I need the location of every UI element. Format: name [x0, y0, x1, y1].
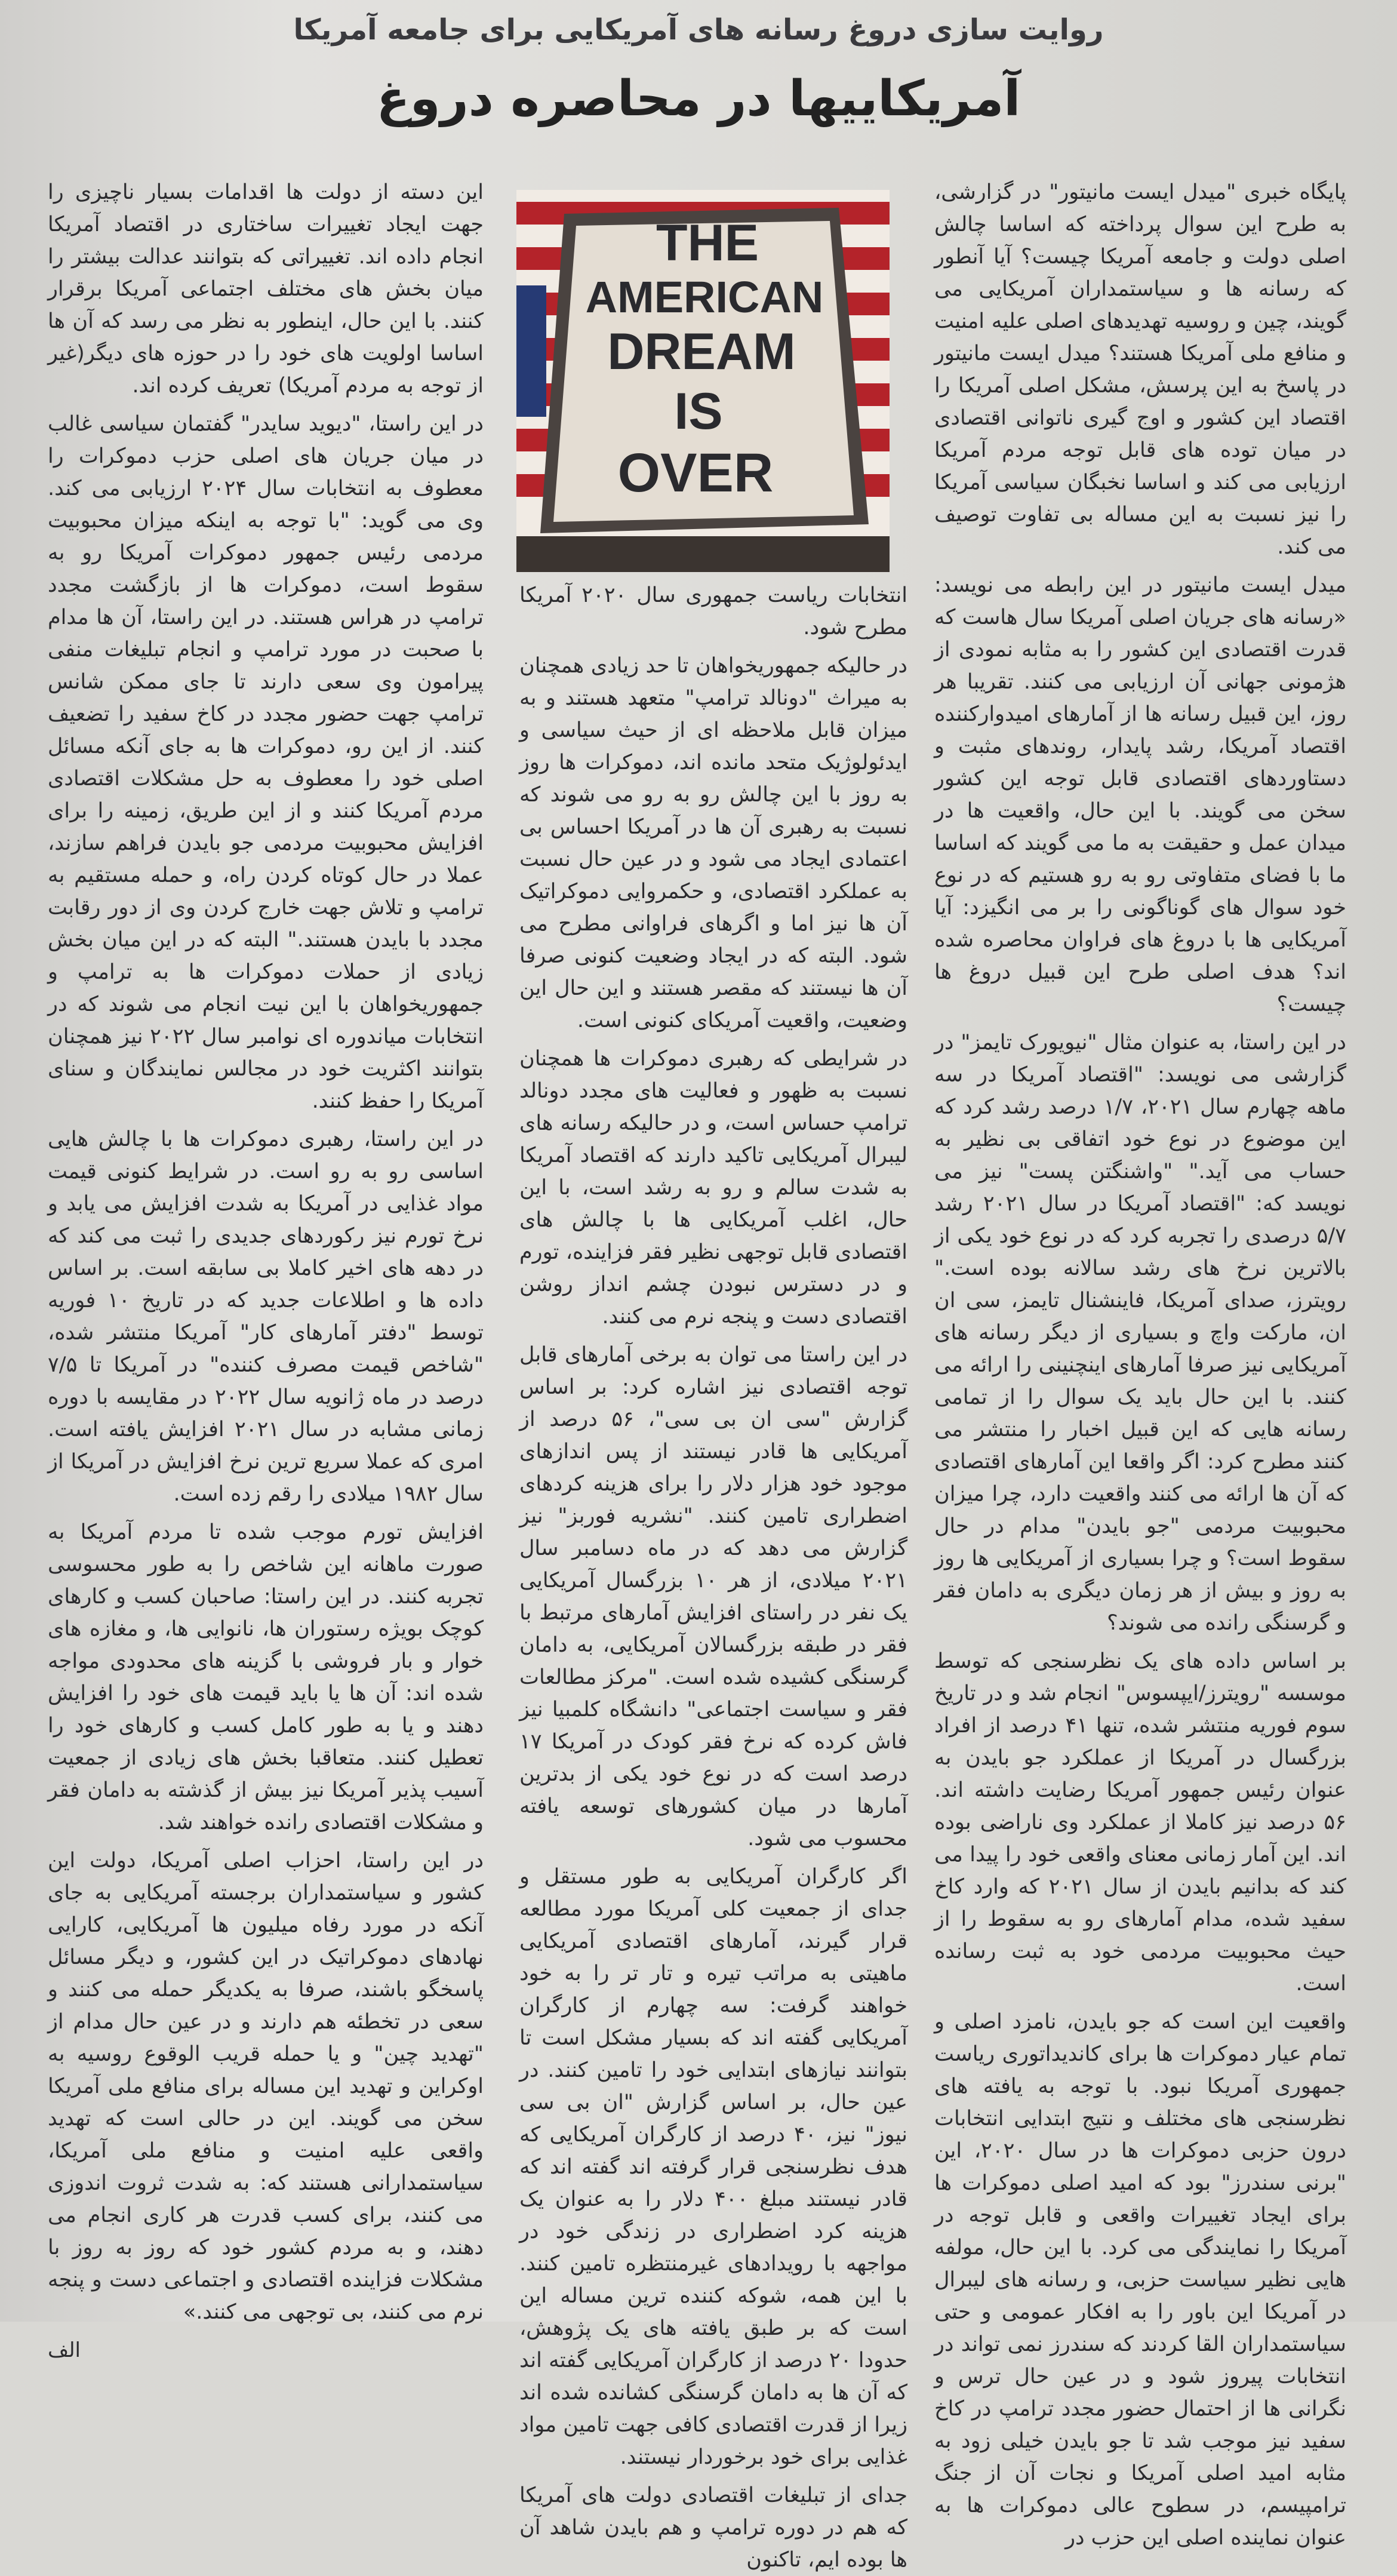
paragraph: در این راستا، "دیوید سایدر" گفتمان سیاسی غالب در میان جریان های اصلی حزب دموکرات را معطوف به انتخابات سال ۲۰۲۴ ارزیابی می کند. وی می گوید: "با توجه به اینکه میزان محبوبیت مردمی رئیس جمهور دموکرات آمریکا رو به سقوط است، دموکرات ها از بازگشت مجدد ترامپ در هراس هستند. در این راستا، آن ها مدام با صحبت در مورد ترامپ و انجام تبلیغات منفی پیرامون وی سعی دارند تا جای ممکن شانس ترامپ جهت حضور مجدد در کاخ سفید را تضعیف کنند. از این رو، دموکرات ها به جای آنکه مسائل اصلی خود را معطوف به حل مشکلات اقتصادی مردم آمریکا کنند و از این طریق، زمینه را برای افزایش محبوبیت مردمی جو بایدن فراهم سازند، عملا در حال کوتاه کردن راه، و حمله مستقیم به ترامپ و تلاش جهت خارج کردن وی از دور رقابت مجدد با بایدن هستند." البته که در این میان بخش زیادی از حملات دموکرات ها به ترامپ و جمهوریخواهان با این نیت انجام می شوند که در انتخابات میاندوره ای نوامبر سال ۲۰۲۲ نیز همچنان بتوانند اکثریت خود در مجالس نمایندگان و سنای آمریکا را حفظ کنند.	[48, 412, 484, 1113]
paragraph: این دسته از دولت ها اقدامات بسیار ناچیزی را جهت ایجاد تغییرات ساختاری در اقتصاد آمریکا انجام داده اند. تغییراتی که بتوانند عدالت بیشتر را میان بخش های مختلف اجتماعی آمریکا برقرار کنند. با این حال، اینطور به نظر می رسد که آن ها اساسا اولویت های خود را در حوزه های دیگر(غیر از توجه به مردم آمریکا) تعریف کرده اند.	[48, 180, 484, 398]
column-left	[48, 176, 484, 2362]
sign-text-over: OVER	[617, 442, 774, 503]
paragraph: در شرایطی که رهبری دموکرات ها همچنان نسبت به ظهور و فعالیت های مجدد دونالد ترامپ حساس است، و در حالیکه رسانه های لیبرال آمریکایی تاکید دارند که اقتصاد آمریکا به شدت سالم و رو به رشد است، با این حال، اغلب آمریکایی ها با چالش های اقتصادی قابل توجهی نظیر فقر فزاینده، تورم و در دسترس نبودن چشم انداز روشن اقتصادی دست و پنجه نرم می کنند.	[519, 1047, 907, 1329]
paragraph: پایگاه خبری "میدل ایست مانیتور" در گزارشی، به طرح این سوال پرداخته که اساسا چالش اصلی دولت و جامعه آمریکا چیست؟ آیا آنطور که رسانه ها و سیاستمداران آمریکایی می گویند، چین و روسیه تهدیدهای اصلی علیه امنیت و منافع ملی آمریکا هستند؟ میدل ایست مانیتور در پاسخ به این پرسش، مشکل اصلی آمریکا را اقتصاد این کشور و اوج گیری ناتوانی اقتصادی در میان توده های قابل توجه مردم آمریکا ارزیابی می کند و اساسا نخبگان سیاسی آمریکا را نیز نسبت به این مساله بی تفاوت توصیف می کند.	[934, 180, 1346, 559]
american-dream-is-over-sign	[516, 190, 890, 572]
paragraph: در این راستا می توان به برخی آمارهای قابل توجه اقتصادی نیز اشاره کرد: بر اساس گزارش "سی ان بی سی"، ۵۶ درصد از آمریکایی ها قادر نیستند از پس اندازهای موجود خود هزار دلار را برای هزینه کردهای اضطراری تامین کنند. "نشریه فوربز" نیز گزارش می دهد که در ماه دسامبر سال ۲۰۲۱ میلادی، از هر ۱۰ بزرگسال آمریکایی یک نفر در راستای افزایش آمارهای مرتبط با فقر در طبقه بزرگسالان آمریکایی، به دامان گرسنگی کشیده شده است. "مرکز مطالعات فقر و سیاست اجتماعی" دانشگاه کلمبیا نیز فاش کرده که نرخ فقر کودک در آمریکا ۱۷ درصد است که در نوع خود یکی از بدترین آمارها در میان کشورهای توسعه یافته محسوب می شود.	[519, 1343, 907, 1850]
paragraph: جدای از تبلیغات اقتصادی دولت های آمریکا که هم در دوره ترامپ و هم بایدن شاهد آن ها بوده ایم، تاکنون	[519, 2483, 907, 2572]
paragraph: افزایش تورم موجب شده تا مردم آمریکا به صورت ماهانه این شاخص را به طور محسوسی تجربه کنند. در این راستا: صاحبان کسب و کارهای کوچک بویژه رستوران ها، نانوایی ها، و مغازه های خوار و بار فروشی با گزینه های محدودی مواجه شده اند: آن ها یا باید قیمت های خود را افزایش دهند و یا به طور کامل کسب و کارهای خود را تعطیل کنند. متعاقبا بخش های زیادی از جمعیت آسیب پذیر آمریکا نیز بیش از گذشته به دامان فقر و مشکلات اقتصادی رانده خواهند شد.	[48, 1520, 484, 1834]
author-signature: الف	[48, 2338, 81, 2362]
paragraph: میدل ایست مانیتور در این رابطه می نویسد: «رسانه های جریان اصلی آمریکا سال هاست که قدرت اقتصادی این کشور را به مثابه نمودی از هژمونی جهانی آن ارزیابی می کنند. تقریبا هر روز، این قبیل رسانه ها از آمارهای امیدوارکننده اقتصاد آمریکا، رشد پایدار، روندهای مثبت و دستاوردهای اقتصادی قابل توجه این کشور سخن می گویند. با این حال، واقعیت ها در میدان عمل و حقیقت به ما می گویند که اساسا ما با فضای متفاوتی رو به رو هستیم که در نوع خود سوال های گوناگونی را بر می انگیزد: آیا آمریکایی ها با دروغ های فراوان محاصره شده اند؟ هدف اصلی طرح این قبیل دروغ ها چیست؟	[934, 573, 1346, 1016]
photo-caption: انتخابات ریاست جمهوری سال ۲۰۲۰ آمریکا مطرح شود.	[519, 583, 907, 640]
photo-bottom-shadow	[516, 536, 890, 572]
paragraph: اگر کارگران آمریکایی به طور مستقل و جدای از جمعیت کلی آمریکا مورد مطالعه قرار گیرند، آمارهای اقتصادی آمریکایی ماهیتی به مراتب تیره و تار تر را به خود خواهند گرفت: سه چهارم از کارگران آمریکایی گفته اند که بسیار مشکل است تا بتوانند نیازهای ابتدایی خود را تامین کنند. در عین حال، بر اساس گزارش "ان بی سی نیوز" نیز، ۴۰ درصد از کارگران آمریکایی که هدف نظرسنجی قرار گرفته اند گفته اند که قادر نیستند مبلغ ۴۰۰ دلار را به عنوان یک هزینه کرد اضطراری در زندگی خود در مواجهه با رویدادهای غیرمنتظره تامین کنند. با این همه، شوکه کننده ترین مساله این است که بر طبق یافته های یک پژوهش، حدودا ۲۰ درصد از کارگران آمریکایی گفته اند که آن ها به دامان گرسنگی کشانده شده اند زیرا از قدرت اقتصادی کافی جهت تامین مواد غذایی برای خود برخوردار نیستند.	[519, 1865, 908, 2469]
paragraph: در حالیکه جمهوریخواهان تا حد زیادی همچنان به میراث "دونالد ترامپ" متعهد هستند و به میزان قابل ملاحظه ای از حیث سیاسی و ایدئولوژیک متحد مانده اند، دموکرات ها روز به روز با این چالش رو به رو می شوند که نسبت به رهبری آن ها در آمریکا احساس بی اعتمادی ایجاد می شود و در عین حال نسبت به عملکرد اقتصادی، و حکمروایی دموکراتیک آن ها نیز اما و اگرهای فراوانی مطرح می شود. البته که در ایجاد وضعیت کنونی صرفا آن ها نیستند که مقصر هستند و این حال این وضعیت، واقعیت آمریکای کنونی است.	[519, 654, 907, 1032]
kicker: روایت سازی دروغ رسانه های آمریکایی برای جامعه آمریکا	[293, 13, 1104, 47]
flag-canton	[516, 285, 546, 417]
paragraph: بر اساس داده های یک نظرسنجی که توسط موسسه "رویترز/ایپسوس" انجام شد و در تاریخ سوم فوریه منتشر شده، تنها ۴۱ درصد از افراد بزرگسال در آمریکا از عملکرد جو بایدن به عنوان رئیس جمهور آمریکا رضایت داشته اند. ۵۶ درصد نیز کاملا از عملکرد وی ناراضی بوده اند. این آمار زمانی معنای واقعی خود را پیدا می کند که بدانیم بایدن از سال ۲۰۲۱ که وارد کاخ سفید شده، مدام آمارهای رو به سقوط را از حیث محبوبیت مردمی خود به ثبت رسانده است.	[934, 1649, 1346, 1996]
sign-text-is: IS	[674, 383, 723, 440]
paragraph: در این راستا، احزاب اصلی آمریکا، دولت این کشور و سیاستمداران برجسته آمریکایی به جای آنکه در مورد رفاه میلیون ها آمریکایی، کارایی نهادهای دموکراتیک در این کشور، و دیگر مسائل پاسخگو باشند، صرفا به یکدیگر حمله می کنند و سعی در تخطئه هم دارند و در عین حال مدام از "تهدید چین" و یا حمله قریب الوقوع روسیه به اوکراین و تهدید این مساله برای منافع ملی آمریکا سخن می گویند. این در حالی است که تهدید واقعی علیه امنیت و منافع ملی آمریکا، سیاستمدارانی هستند که: به شدت ثروت اندوزی می کنند، برای کسب قدرت هر کاری انجام می دهند، و به مردم کشور خود که روز به روز با مشکلات فزاینده اقتصادی و اجتماعی دست و پنجه نرم می کنند، بی توجهی می کنند.»	[48, 1849, 484, 2324]
column-right	[934, 176, 1346, 2550]
sign-text-american: AMERICAN	[585, 272, 824, 322]
sign-text-the: THE	[656, 214, 759, 272]
paragraph: واقعیت این است که جو بایدن، نامزد اصلی و تمام عیار دموکرات ها برای کاندیداتوری ریاست جمهوری آمریکا نبود. با توجه به یافته های نظرسنجی های مختلف و نتیج ابتدایی انتخابات درون حزبی دموکرات ها در سال ۲۰۲۰، این "برنی سندرز" بود که امید اصلی دموکرات ها برای ایجاد تغییرات واقعی و قابل توجه در آمریکا را نمایندگی می کرد. با این حال، مولفه هایی نظیر سیاست حزبی، و رسانه های لیبرال در آمریکا این باور را به افکار عمومی و حتی سیاستمداران القا کردند که سندرز نمی تواند در انتخابات پیروز شود و در عین حال ترس و نگرانی ها از احتمال حضور مجدد ترامپ در کاخ سفید نیز موجب شد تا جو بایدن خیلی زود به مثابه امید اصلی آمریکا و نجات آن از جنگ ترامپیسم، در سطوح عالی دموکرات ها به عنوان نماینده اصلی این حزب در	[934, 2010, 1346, 2550]
column-middle	[519, 579, 908, 2572]
article-photo	[516, 190, 890, 572]
paragraph: در این راستا، رهبری دموکرات ها با چالش هایی اساسی رو به رو است. در شرایط کنونی قیمت مواد غذایی در آمریکا به شدت افزایش می یابد و نرخ تورم نیز رکوردهای جدیدی را ثبت می کند که در دهه های اخیر کاملا بی سابقه است. بر اساس داده ها و اطلاعات جدید که در تاریخ ۱۰ فوریه توسط "دفتر آمارهای کار" آمریکا منتشر شده، "شاخص قیمت مصرف کننده" در آمریکا تا ۷/۵ درصد در ماه ژانویه سال ۲۰۲۲ در مقایسه با دوره زمانی مشابه در سال ۲۰۲۱ افزایش یافته است. امری که عملا سریع ترین نرخ افزایش در آمریکا از سال ۱۹۸۲ میلادی را رقم زده است.	[48, 1127, 484, 1506]
sign-text-dream: DREAM	[607, 323, 796, 380]
headline: آمریکاییها در محاصره دروغ	[376, 70, 1021, 127]
paragraph: در این راستا، به عنوان مثال "نیویورک تایمز" در گزارشی می نویسد: "اقتصاد آمریکا در سه ماهه چهارم سال ۲۰۲۱، ۱/۷ درصد رشد کرد که این موضوع در نوع خود اتفاقی بی نظیر به حساب می آید." "واشنگتن پست" نیز می نویسد که: "اقتصاد آمریکا در سال ۲۰۲۱ رشد ۵/۷ درصدی را تجربه کرد که در نوع خود یکی از بالاترین نرخ های رشد سالانه بوده است." رویترز، صدای آمریکا، فاینشنال تایمز، سی ان ان، مارکت واچ و بسیاری از دیگر رسانه های آمریکایی نیز صرفا آمارهای اینچنینی را ارائه می کنند. با این حال باید یک سوال را از تمامی رسانه هایی که این قبیل اخبار را منتشر می کنند مطرح کرد: اگر واقعا این آمارهای اقتصادی که آن ها ارائه می کنند واقعیت دارد، چرا میزان محبوبیت مردمی "جو بایدن" مدام در حال سقوط است؟ و چرا بسیاری از آمریکایی ها روز به روز و بیش از هر زمان دیگری به دامان فقر و گرسنگی رانده می شوند؟	[934, 1031, 1346, 1635]
